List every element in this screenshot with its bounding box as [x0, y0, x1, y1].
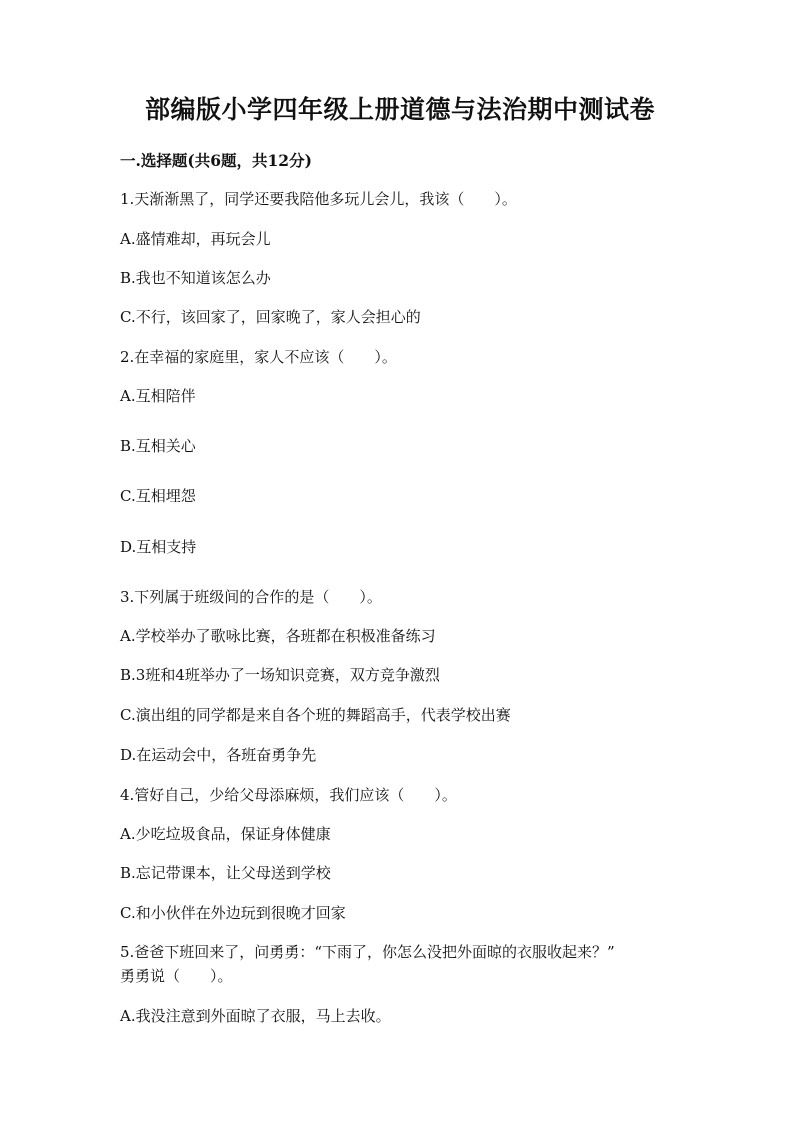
- question-3-option-c: C.演出组的同学都是来自各个班的舞蹈高手，代表学校出赛: [120, 706, 511, 724]
- question-1-option-a: A.盛情难却，再玩会儿: [120, 230, 271, 248]
- question-4-option-b: B.忘记带课本，让父母送到学校: [120, 864, 331, 882]
- section-heading: 一.选择题(共6题，共12分): [120, 151, 312, 170]
- question-3-stem: 3.下列属于班级间的合作的是（ ）。: [120, 588, 382, 606]
- question-5-stem-continued: 勇勇说（ ）。: [120, 967, 233, 985]
- question-1-option-b: B.我也不知道该怎么办: [120, 269, 271, 287]
- question-2-stem: 2.在幸福的家庭里，家人不应该（ ）。: [120, 348, 397, 366]
- question-2-option-b: B.互相关心: [120, 437, 196, 455]
- question-4-option-c: C.和小伙伴在外边玩到很晚才回家: [120, 904, 346, 922]
- question-2-option-c: C.互相埋怨: [120, 487, 196, 505]
- question-5-stem: 5.爸爸下班回来了，问勇勇：“下雨了，你怎么没把外面晾的衣服收起来？”: [120, 943, 615, 961]
- question-3-option-d: D.在运动会中，各班奋勇争先: [120, 746, 317, 764]
- question-1-option-c: C.不行，该回家了，回家晚了，家人会担心的: [120, 308, 421, 326]
- question-4-option-a: A.少吃垃圾食品，保证身体健康: [120, 825, 331, 843]
- question-3-option-b: B.3班和4班举办了一场知识竞赛，双方竞争激烈: [120, 666, 440, 684]
- page-title: 部编版小学四年级上册道德与法治期中测试卷: [144, 95, 655, 124]
- question-3-option-a: A.学校举办了歌咏比赛，各班都在积极准备练习: [120, 627, 436, 645]
- question-1-stem: 1.天渐渐黑了，同学还要我陪他多玩儿会儿，我该（ ）。: [120, 190, 517, 208]
- question-5-option-a: A.我没注意到外面晾了衣服，马上去收。: [120, 1007, 391, 1025]
- question-4-stem: 4.管好自己，少给父母添麻烦，我们应该（ ）。: [120, 786, 457, 804]
- question-2-option-d: D.互相支持: [120, 538, 197, 556]
- question-2-option-a: A.互相陪伴: [120, 387, 196, 405]
